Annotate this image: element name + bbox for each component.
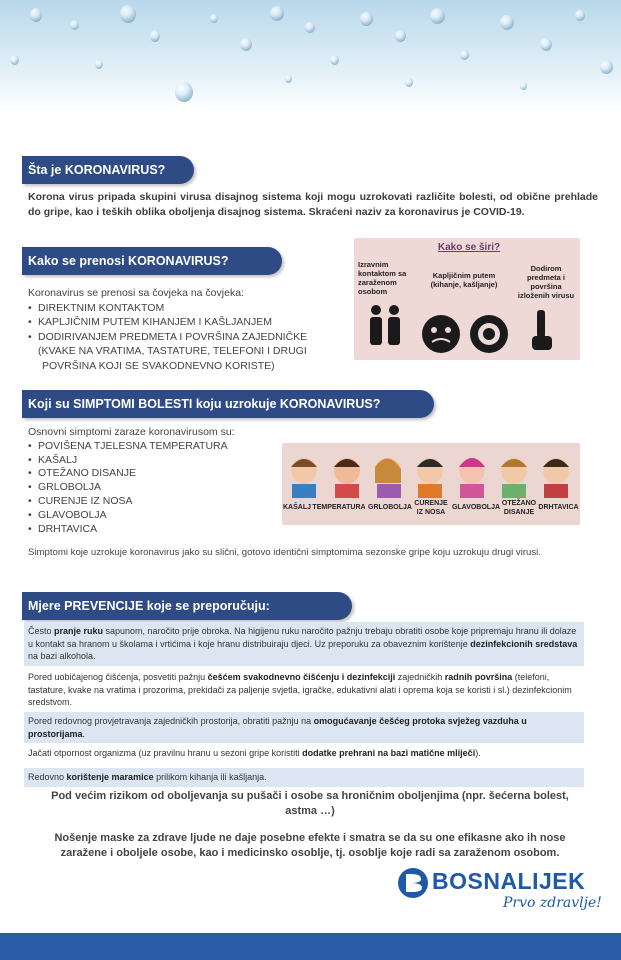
risk-note: Pod većim rizikom od oboljevanja su pušači i osobe sa hroničnim oboljenjima (npr. šećerna bolest, astma …) [51, 790, 569, 817]
masks-note: Nošenje maske za zdrave ljude ne daje posebne efekte i smatra se da su one efikasne ako ih nose zaražene i oboljele osobe, kao i medicinsko osoblje, tj. osoblje koje radi sa zaraženom osobom. [54, 832, 566, 859]
list-item: • GRLOBOLJA [28, 481, 278, 495]
symptom-label: GRLOBOLJA [368, 504, 412, 511]
prevention-item: Često pranje ruku sapunom, naročito prije obroka. Na higijenu ruku naročito pažnju trebaju obratiti osobe koje pripremaju hranu ili dolaze u kontakt sa hranom u školama i vrtićima i koje hranu distribuiraju djeci. Uz preporuku za obaveznim korištenje dezinfekcionih sredstava na bazi alkohola. [24, 622, 584, 666]
symptoms-illustration [282, 443, 580, 525]
list-item: • KAPLJIČNIM PUTEM KIHANJEM I KAŠLJANJEM [28, 315, 348, 330]
transmission-icons [354, 238, 580, 360]
list-item: • DRHTAVICA [28, 523, 278, 537]
list-item: • DODIRIVANJEM PREDMETA I POVRŠINA ZAJEDNIČKE [28, 330, 348, 345]
list-item-continuation: (KVAKE NA VRATIMA, TASTATURE, TELEFONI I DRUGI [38, 345, 307, 357]
transmission-intro: Koronavirus se prenosi sa čovjeka na čovjeka: [28, 287, 244, 299]
illustration-label: Kapljičnim putem (kihanje, kašljanje) [430, 271, 498, 289]
footer-bar [0, 933, 621, 960]
intro-paragraph: Korona virus pripada skupini virusa disajnog sistema koji mogu uzrokovati različite bolesti, od obične prehlade do gripe, kao i teških oblika oboljenja disajnog sistema. Skraćeni naziv za koronavirus je COVID-19. [28, 191, 598, 218]
list-item: • POVIŠENA TJELESNA TEMPERATURA [28, 440, 278, 454]
symptom-label: OTEŽANO DISANJE [501, 500, 537, 516]
section-heading-what-is: Šta je KORONAVIRUS? [22, 156, 194, 184]
list-item-continuation: POVRŠINA KOJI SE SVAKODNEVNO KORISTE) [42, 359, 275, 372]
list-item: • CURENJE IZ NOSA [28, 495, 278, 509]
illustration-label: Dodirom predmeta i površina izloženih virusu [517, 264, 575, 300]
prevention-item: Redovno korištenje maramice prilikom kihanja ili kašljanja. [24, 768, 584, 787]
symptoms-note: Simptomi koje uzrokuje koronavirus jako su slični, gotovo identični simptomima sezonske gripe koju uzrokuju drugi virusi. [28, 547, 541, 558]
symptoms-list [28, 426, 278, 536]
water-drops-banner [0, 0, 621, 110]
prevention-item: Jačati otpornost organizma (uz pravilnu hranu u sezoni gripe koristiti dodatke prehrani na bazi matične mliječi). [28, 748, 481, 758]
brand-name: BOSNALIJEK [432, 868, 586, 894]
illustration-title: Kako se širi? [437, 242, 501, 253]
bosnalijek-logo-icon [398, 868, 428, 898]
section-heading-symptoms: Koji su SIMPTOMI BOLESTI koju uzrokuje KORONAVIRUS? [22, 390, 434, 418]
illustration-label: Izravnim kontaktom sa zaraženom osobom [358, 260, 407, 296]
list-item: • KAŠALJ [28, 454, 278, 468]
list-item: • OTEŽANO DISANJE [28, 467, 278, 481]
symptoms-intro: Osnovni simptomi zaraze koronavirusom su: [28, 426, 235, 438]
section-heading-transmission: Kako se prenosi KORONAVIRUS? [22, 247, 282, 275]
symptom-label: TEMPERATURA [312, 504, 366, 511]
symptom-label: CURENJE IZ NOSA [414, 500, 448, 516]
transmission-list [28, 286, 348, 373]
symptom-label: KAŠALJ [282, 504, 311, 511]
brand-tagline: Prvo zdravlje! [503, 895, 602, 911]
prevention-item: Pored uobičajenog čišćenja, posvetiti pažnju češćem svakodnevno čišćenju i dezinfekciji zajedničkih radnih površina (telefoni, tastature, kvake na vratima i prozorima, prekidači za paljenje svjetla, igračke, edukativni alati i oprema koja se koristi i sl.) dezinfekcionim sredstvom. [28, 672, 572, 707]
list-item: • GLAVOBOLJA [28, 509, 278, 523]
prevention-item: Pored redovnog provjetravanja zajedničkih prostorija, obratiti pažnju na omogućavanje češćeg protoka svježeg vazduha u prostorijama. [24, 712, 584, 743]
symptom-label: DRHTAVICA [538, 504, 579, 511]
symptom-label: GLAVOBOLJA [451, 504, 501, 511]
section-heading-prevention: Mjere PREVENCIJE koje se preporučuju: [22, 592, 352, 620]
transmission-illustration [354, 238, 580, 360]
list-item: • DIREKTNIM KONTAKTOM [28, 301, 348, 316]
